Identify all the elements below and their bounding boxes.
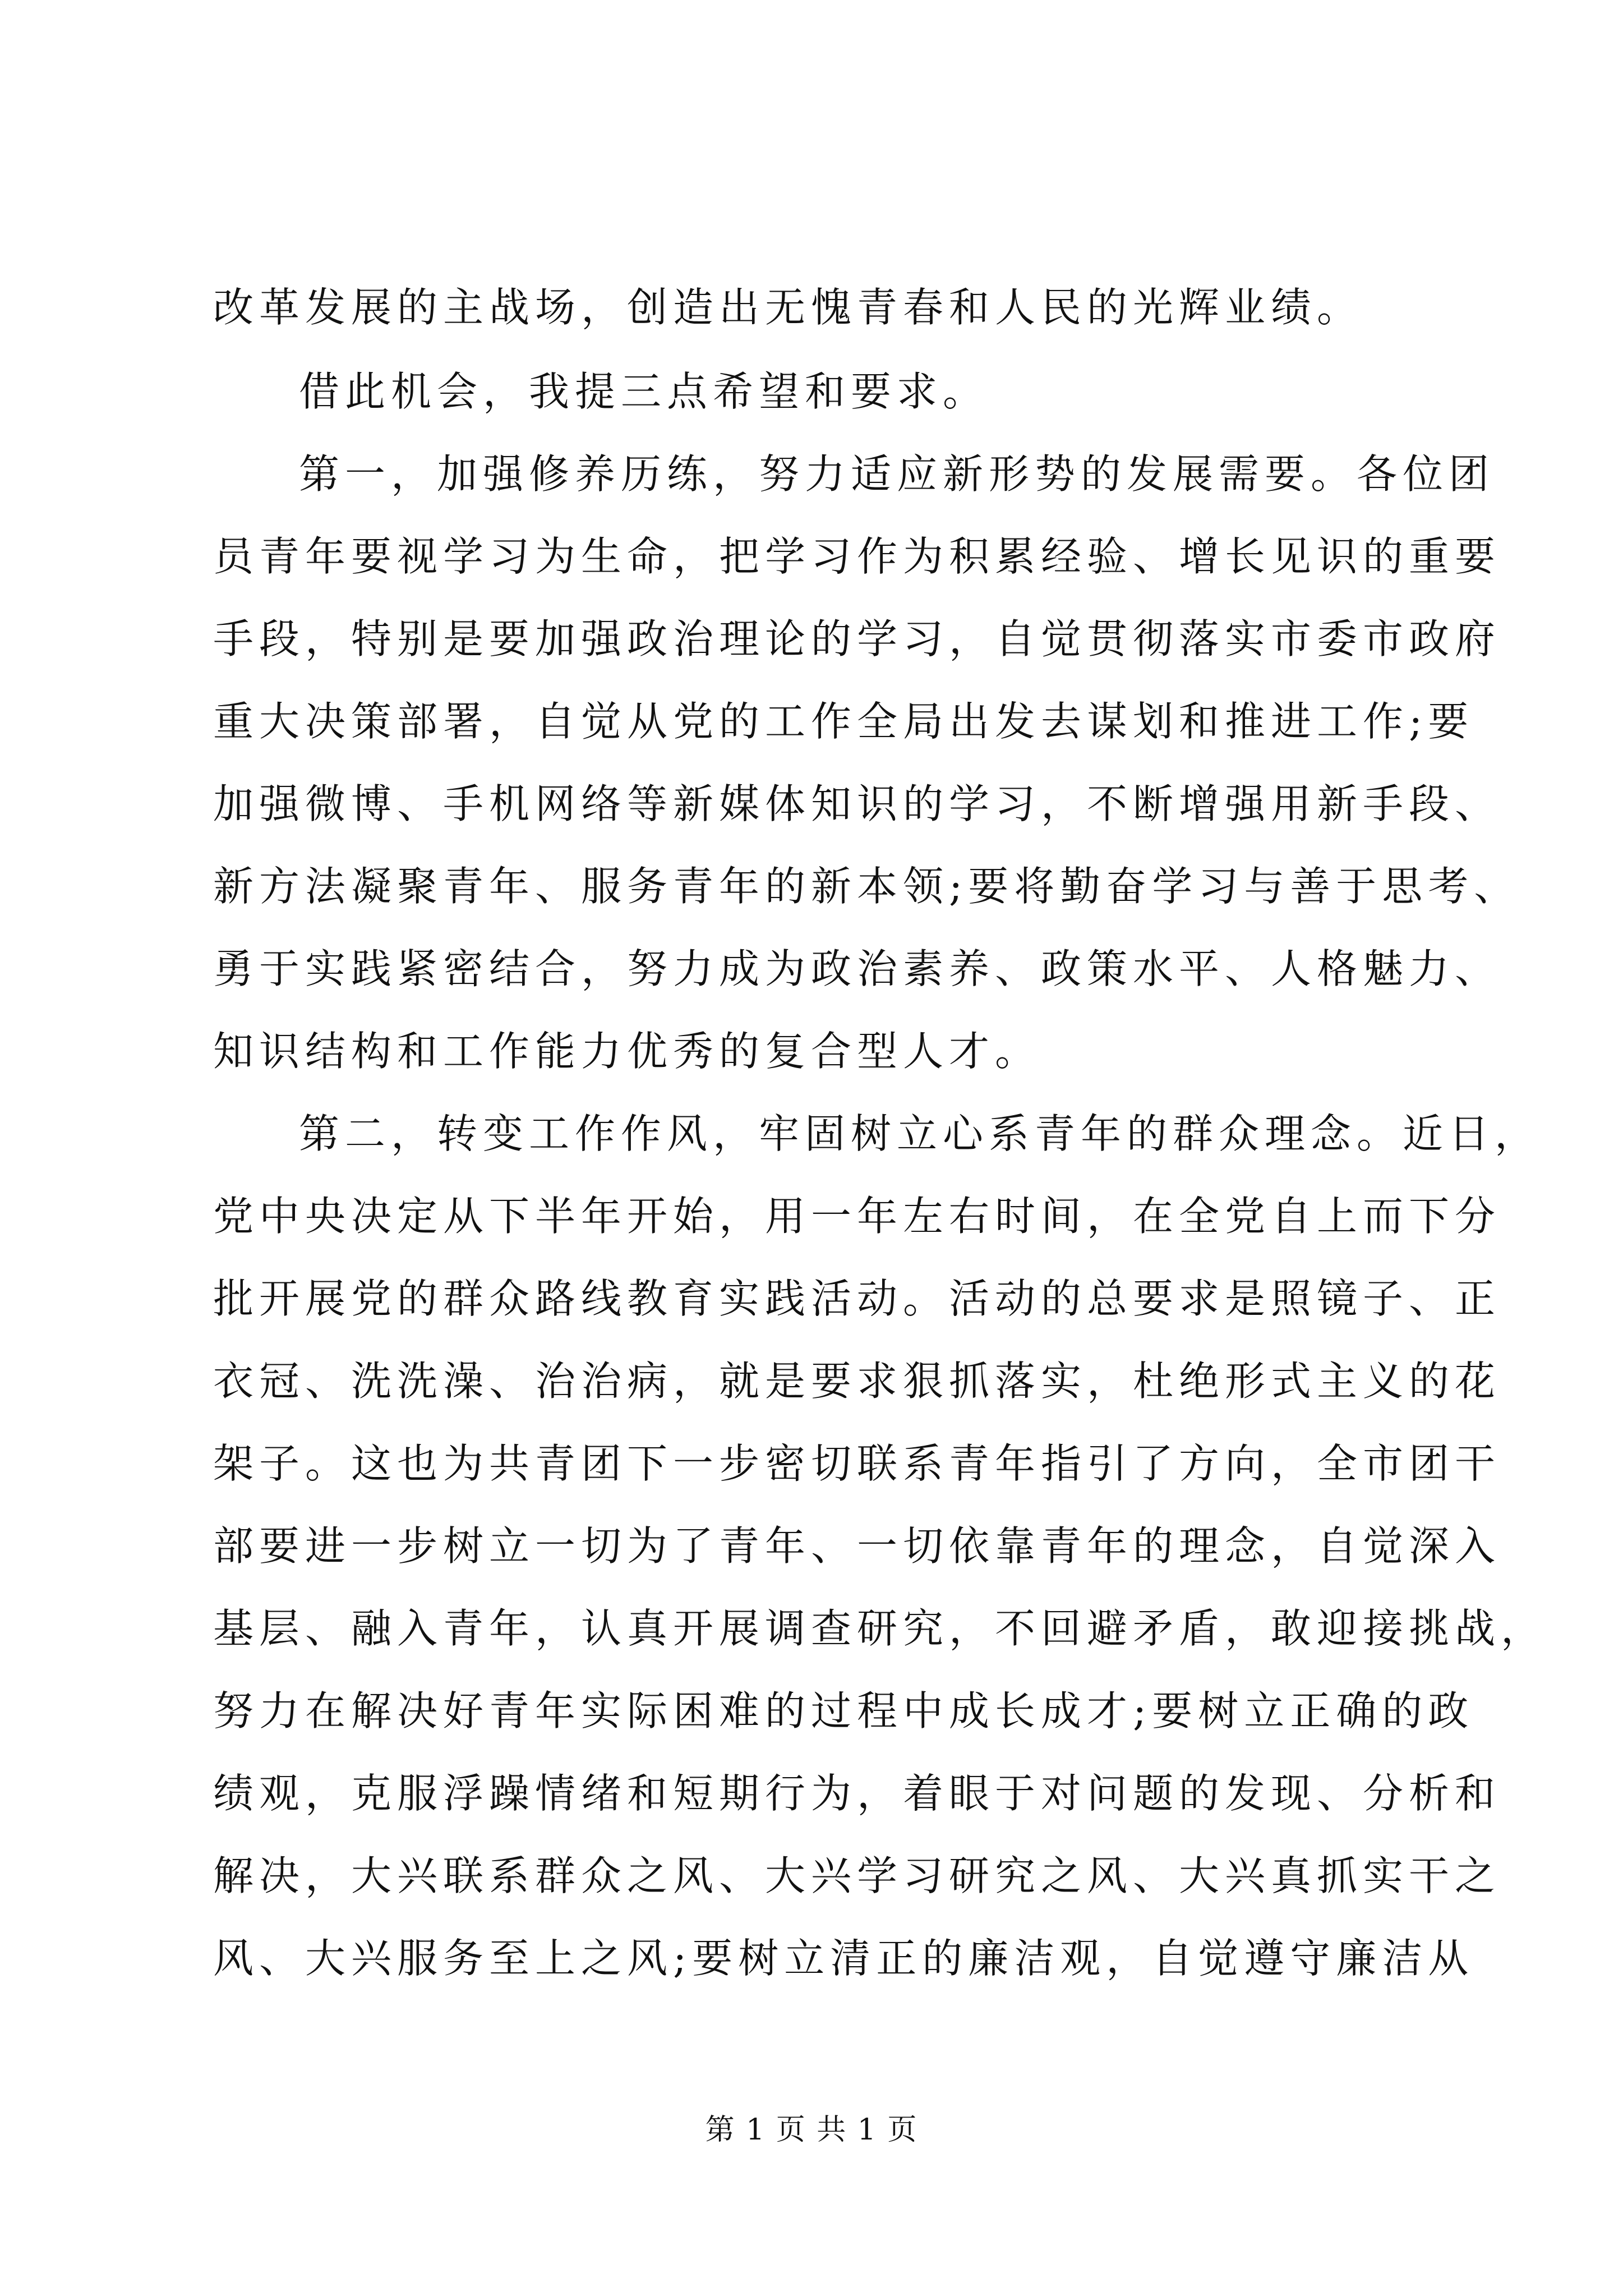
- text-line: 重大决策部署，自觉从党的工作全局出发去谋划和推进工作;要: [213, 698, 1474, 745]
- text-line: 借此机会，我提三点希望和要求。: [299, 368, 989, 415]
- text-line: 批开展党的群众路线教育实践活动。活动的总要求是照镜子、正: [213, 1275, 1501, 1322]
- text-line: 部要进一步树立一切为了青年、一切依靠青年的理念，自觉深入: [213, 1522, 1501, 1570]
- text-line: 手段，特别是要加强政治理论的学习，自觉贯彻落实市委市政府: [213, 615, 1501, 662]
- page-number-footer: 第 1 页 共 1 页: [705, 2113, 918, 2147]
- text-line: 绩观，克服浮躁情绪和短期行为，着眼于对问题的发现、分析和: [213, 1770, 1501, 1817]
- text-line: 风、大兴服务至上之风;要树立清正的廉洁观，自觉遵守廉洁从: [213, 1935, 1474, 1982]
- text-line: 第一，加强修养历练，努力适应新形势的发展需要。各位团: [299, 450, 1495, 498]
- text-line: 改革发展的主战场，创造出无愧青春和人民的光辉业绩。: [213, 284, 1363, 331]
- text-line: 基层、融入青年，认真开展调查研究，不回避矛盾，敢迎接挑战，: [213, 1605, 1547, 1652]
- text-line: 加强微博、手机网络等新媒体知识的学习，不断增强用新手段、: [213, 780, 1501, 827]
- text-line: 第二，转变工作作风，牢固树立心系青年的群众理念。近日，: [299, 1110, 1541, 1157]
- text-line: 新方法凝聚青年、服务青年的新本领;要将勤奋学习与善于思考、: [213, 863, 1520, 910]
- text-line: 努力在解决好青年实际困难的过程中成长成才;要树立正确的政: [213, 1687, 1474, 1734]
- text-line: 员青年要视学习为生命，把学习作为积累经验、增长见识的重要: [213, 533, 1501, 580]
- text-line: 架子。这也为共青团下一步密切联系青年指引了方向，全市团干: [213, 1440, 1501, 1487]
- text-line: 知识结构和工作能力优秀的复合型人才。: [213, 1028, 1041, 1075]
- text-line: 勇于实践紧密结合，努力成为政治素养、政策水平、人格魅力、: [213, 945, 1501, 992]
- text-line: 衣冠、洗洗澡、治治病，就是要求狠抓落实，杜绝形式主义的花: [213, 1358, 1501, 1405]
- text-line: 党中央决定从下半年开始，用一年左右时间，在全党自上而下分: [213, 1193, 1501, 1240]
- text-line: 解决，大兴联系群众之风、大兴学习研究之风、大兴真抓实干之: [213, 1852, 1501, 1899]
